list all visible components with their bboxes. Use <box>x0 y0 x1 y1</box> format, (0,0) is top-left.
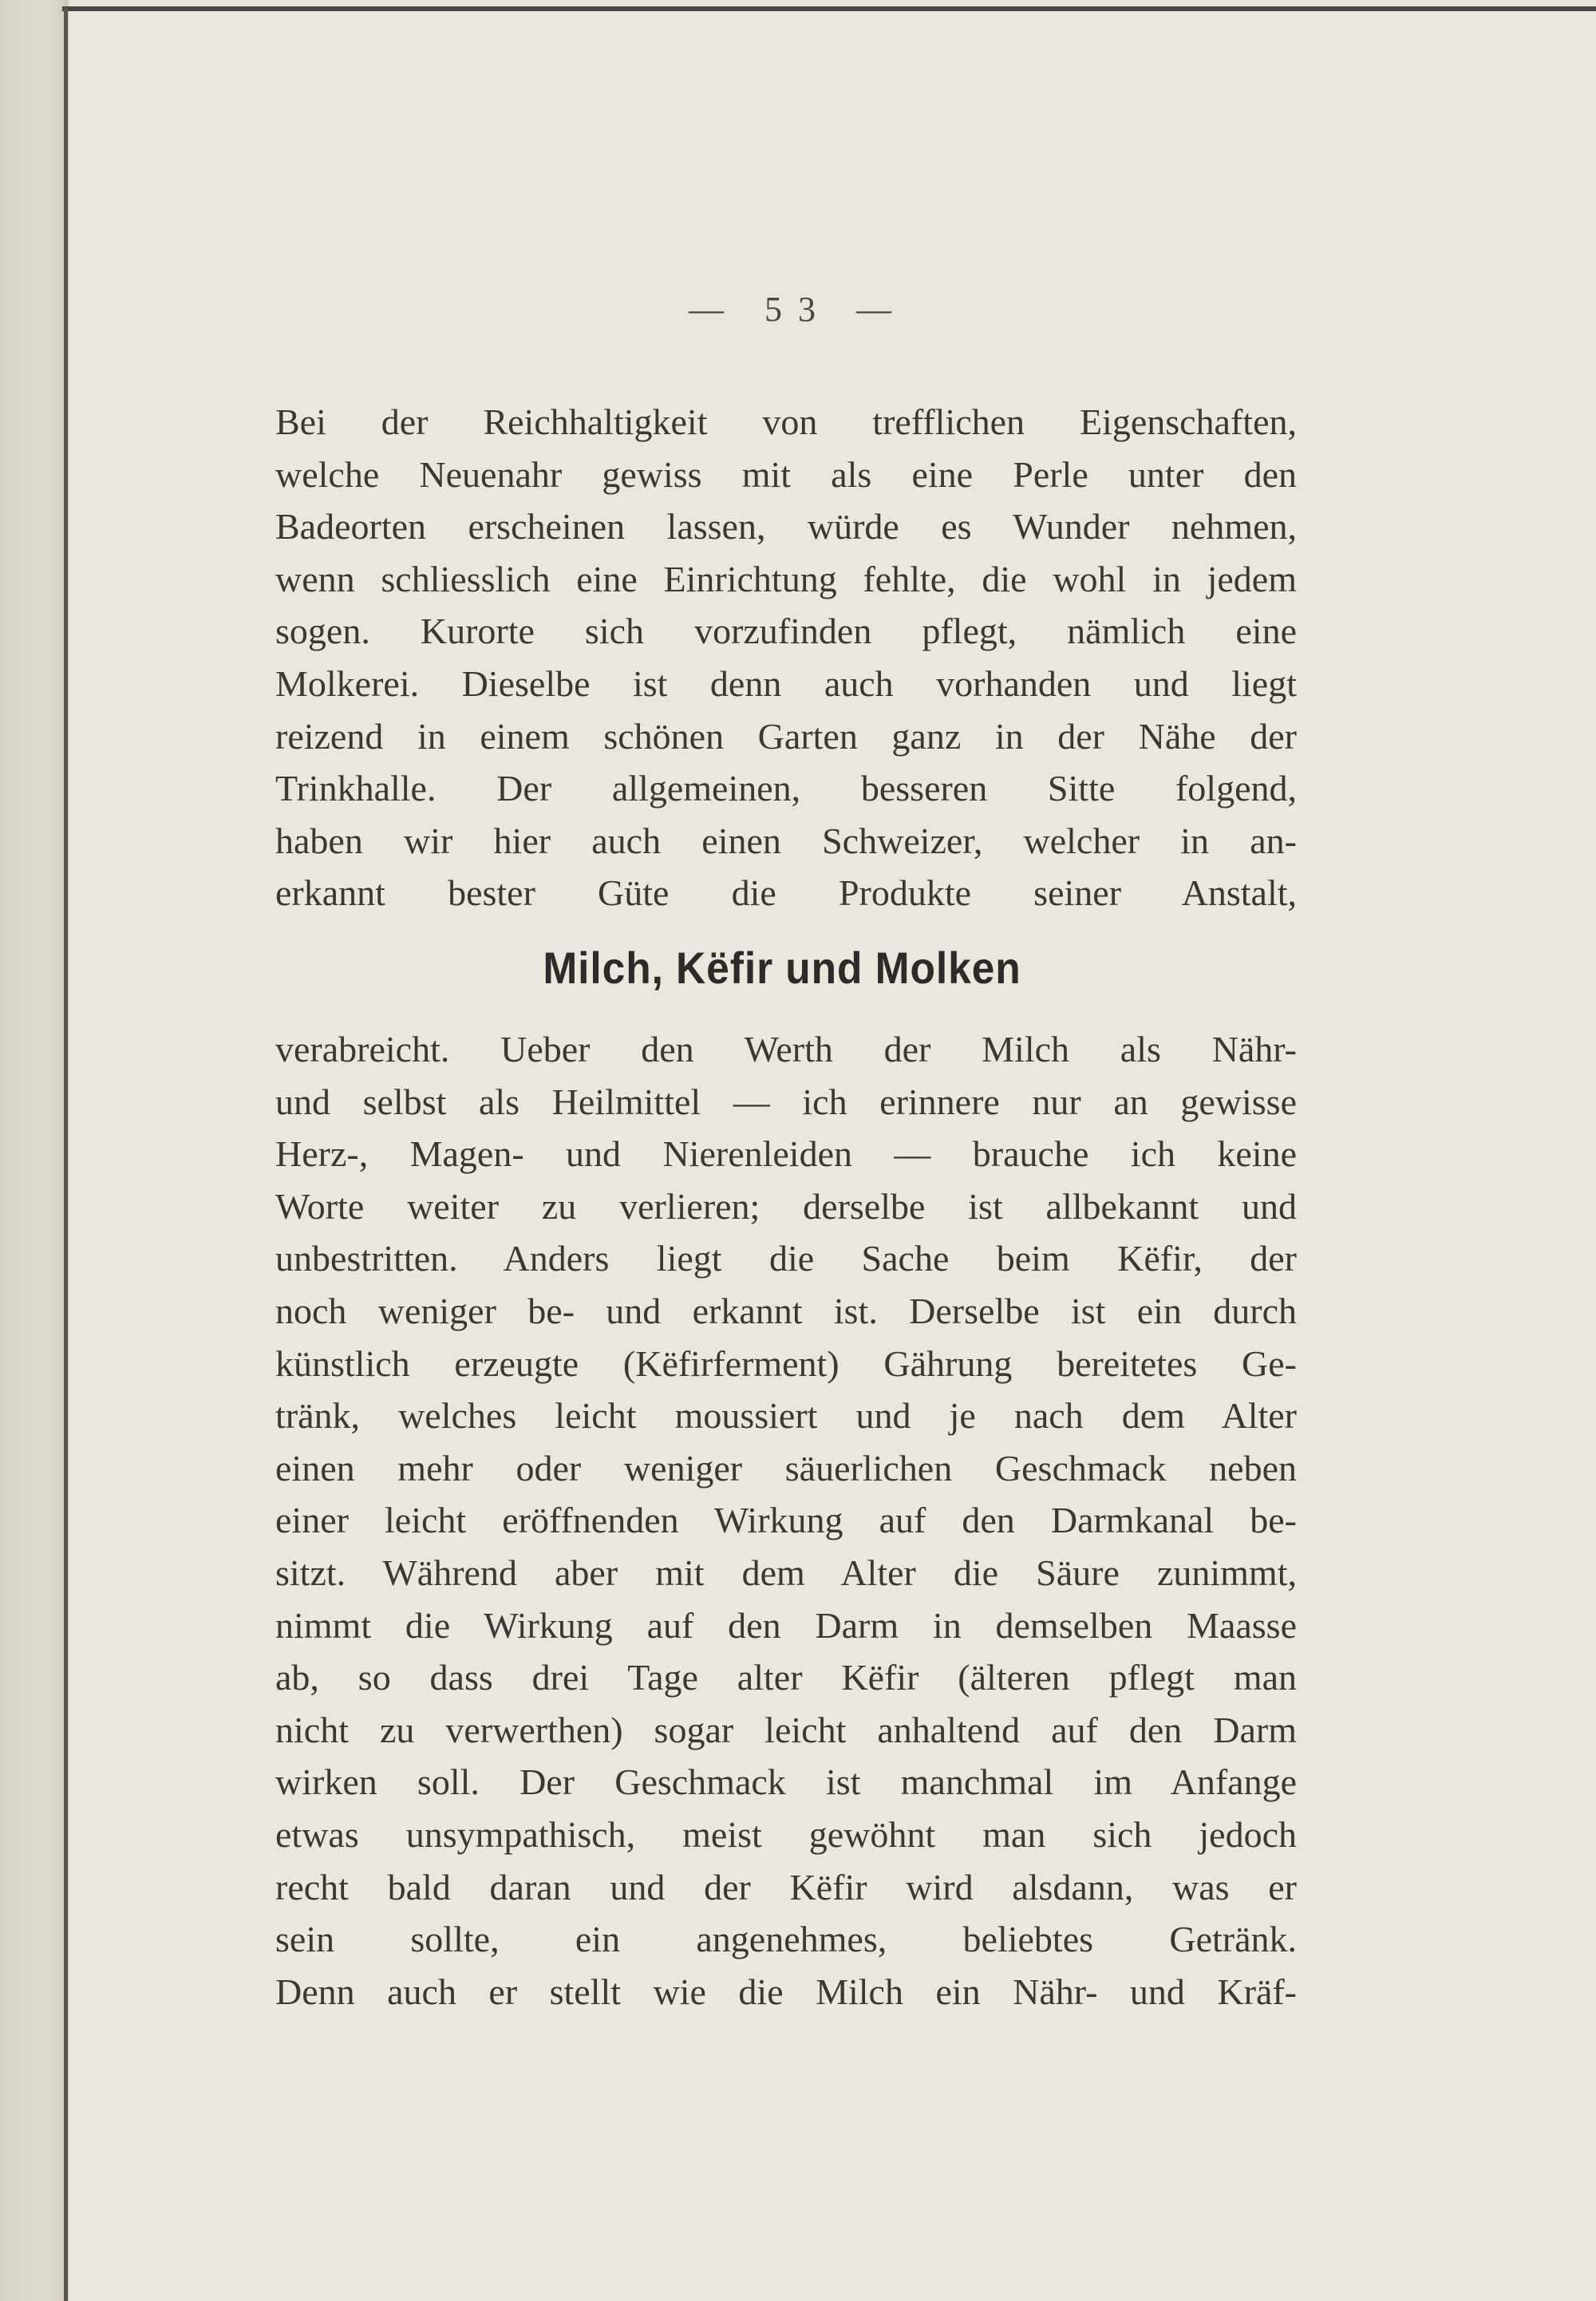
text-line: und selbst als Heilmittel — ich erinnere nur an gewisse <box>275 1081 1297 1122</box>
text-line: Worte weiter zu verlieren; derselbe ist allbekannt und <box>275 1185 1297 1227</box>
text-line: etwas unsympathisch, meist gewöhnt man sich jedoch <box>275 1813 1297 1855</box>
text-line: künstlich erzeugte (Këfirferment) Gährung bereitetes Ge- <box>275 1342 1297 1384</box>
text-line: reizend in einem schönen Garten ganz in der Nähe der <box>275 715 1297 757</box>
text-line: sein sollte, ein angenehmes, beliebtes Getränk. <box>275 1919 1297 1960</box>
paragraph-continuation <box>275 1023 1297 2018</box>
text-line: recht bald daran und der Këfir wird alsdann, was er <box>275 1866 1297 1908</box>
text-line: wirken soll. Der Geschmack ist manchmal im Anfange <box>275 1761 1297 1803</box>
text-line: nicht zu verwerthen) sogar leicht anhaltend auf den Darm <box>275 1709 1297 1750</box>
text-line: wenn schliesslich eine Einrichtung fehlte, die wohl in jedem <box>275 558 1297 599</box>
text-line: sogen. Kurorte sich vorzufinden pflegt, nämlich eine <box>275 611 1297 652</box>
text-line: ab, so dass drei Tage alter Këfir (älteren pflegt man <box>275 1657 1297 1698</box>
text-line: Trinkhalle. Der allgemeinen, besseren Sitte folgend, <box>275 768 1297 809</box>
text-line: Herz-, Magen- und Nierenleiden — brauche ich keine <box>275 1133 1297 1175</box>
text-line: unbestritten. Anders liegt die Sache beim Këfir, der <box>275 1238 1297 1279</box>
text-line: sitzt. Während aber mit dem Alter die Säure zunimmt, <box>275 1552 1297 1593</box>
text-line: haben wir hier auch einen Schweizer, welcher in an- <box>275 820 1297 861</box>
text-line: noch weniger be- und erkannt ist. Derselbe ist ein durch <box>275 1290 1297 1331</box>
text-line: tränk, welches leicht moussiert und je nach dem Alter <box>275 1395 1297 1437</box>
text-line: Denn auch er stellt wie die Milch ein Nähr- und Kräf- <box>275 1971 1297 2012</box>
book-spine <box>0 0 69 2301</box>
page-number: — 53 — <box>689 290 907 329</box>
text-line: Bei der Reichhaltigkeit von trefflichen Eigenschaften, <box>275 401 1297 442</box>
text-line: Molkerei. Dieselbe ist denn auch vorhanden und liegt <box>275 662 1297 704</box>
spine-edge-line <box>64 8 68 2301</box>
text-line: Badeorten erscheinen lassen, würde es Wunder nehmen, <box>275 506 1297 548</box>
text-line: nimmt die Wirkung auf den Darm in demselben Maasse <box>275 1604 1297 1646</box>
text-line: einen mehr oder weniger säuerlichen Geschmack neben <box>275 1447 1297 1489</box>
text-line: verabreicht. Ueber den Werth der Milch als Nähr- <box>275 1029 1297 1069</box>
text-line: welche Neuenahr gewiss mit als eine Perle unter den <box>275 453 1297 495</box>
paragraph-intro <box>275 396 1297 919</box>
text-line: einer leicht eröffnenden Wirkung auf den Darmkanal be- <box>275 1500 1297 1541</box>
text-line: erkannt bester Güte die Produkte seiner Anstalt, <box>275 872 1297 914</box>
section-heading: Milch, Këfir und Molken <box>543 943 1021 993</box>
